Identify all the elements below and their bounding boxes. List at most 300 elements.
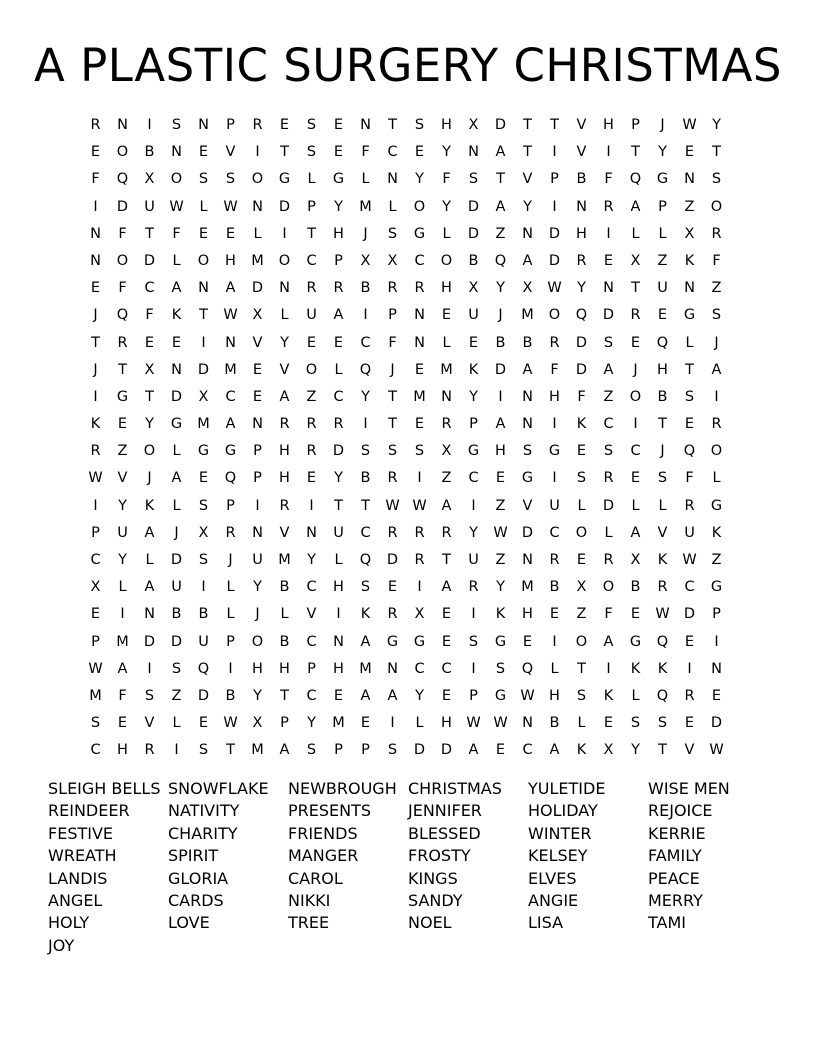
- grid-letter[interactable]: D: [143, 633, 156, 650]
- grid-letter[interactable]: Y: [118, 497, 127, 514]
- grid-letter[interactable]: M: [413, 388, 426, 405]
- grid-letter[interactable]: E: [171, 334, 182, 351]
- grid-letter[interactable]: E: [198, 715, 209, 732]
- grid-letter[interactable]: P: [253, 443, 262, 460]
- grid-letter[interactable]: R: [441, 524, 452, 541]
- grid-letter[interactable]: R: [684, 497, 695, 514]
- grid-letter[interactable]: I: [471, 660, 476, 677]
- grid-letter[interactable]: V: [576, 117, 587, 133]
- grid-letter[interactable]: T: [523, 117, 532, 133]
- grid-letter[interactable]: M: [521, 307, 534, 324]
- grid-letter[interactable]: N: [360, 117, 371, 133]
- grid-letter[interactable]: H: [333, 660, 344, 677]
- grid-letter[interactable]: T: [199, 307, 208, 324]
- grid-letter[interactable]: B: [225, 687, 236, 704]
- grid-letter[interactable]: V: [252, 334, 263, 351]
- grid-letter[interactable]: W: [169, 198, 184, 215]
- grid-letter[interactable]: T: [226, 742, 235, 759]
- grid-letter[interactable]: K: [360, 606, 371, 623]
- grid-letter[interactable]: B: [522, 334, 533, 351]
- grid-letter[interactable]: N: [117, 117, 128, 133]
- grid-letter[interactable]: T: [307, 225, 316, 242]
- grid-letter[interactable]: L: [118, 579, 127, 596]
- grid-letter[interactable]: Y: [145, 416, 154, 433]
- grid-letter[interactable]: W: [655, 606, 670, 623]
- grid-letter[interactable]: N: [198, 117, 209, 133]
- grid-letter[interactable]: Y: [442, 144, 451, 161]
- grid-letter[interactable]: E: [711, 687, 722, 704]
- grid-letter[interactable]: C: [603, 416, 614, 433]
- grid-letter[interactable]: D: [143, 252, 156, 269]
- grid-letter[interactable]: S: [387, 443, 398, 460]
- grid-letter[interactable]: G: [197, 443, 210, 460]
- grid-letter[interactable]: P: [226, 117, 235, 133]
- grid-letter[interactable]: N: [387, 171, 398, 188]
- grid-letter[interactable]: R: [711, 225, 722, 242]
- grid-letter[interactable]: J: [660, 443, 665, 460]
- grid-letter[interactable]: N: [252, 524, 263, 541]
- grid-letter[interactable]: I: [606, 660, 611, 677]
- grid-letter[interactable]: L: [712, 470, 721, 487]
- grid-letter[interactable]: H: [333, 579, 344, 596]
- grid-letter[interactable]: E: [306, 334, 317, 351]
- grid-letter[interactable]: R: [279, 497, 290, 514]
- grid-letter[interactable]: Y: [631, 742, 640, 759]
- grid-letter[interactable]: Q: [575, 307, 588, 324]
- grid-letter[interactable]: X: [144, 171, 155, 188]
- grid-letter[interactable]: M: [89, 687, 102, 704]
- grid-letter[interactable]: N: [468, 144, 479, 161]
- grid-letter[interactable]: E: [333, 117, 344, 133]
- grid-letter[interactable]: E: [414, 361, 425, 378]
- grid-letter[interactable]: D: [386, 552, 399, 568]
- grid-letter[interactable]: R: [711, 416, 722, 433]
- grid-letter[interactable]: A: [333, 307, 344, 324]
- grid-letter[interactable]: U: [549, 497, 560, 514]
- grid-letter[interactable]: Q: [629, 171, 642, 188]
- grid-letter[interactable]: U: [117, 524, 128, 541]
- grid-letter[interactable]: F: [145, 307, 154, 324]
- grid-letter[interactable]: I: [552, 198, 557, 215]
- grid-letter[interactable]: B: [360, 280, 371, 297]
- grid-letter[interactable]: E: [279, 117, 290, 133]
- grid-letter[interactable]: A: [279, 388, 290, 405]
- grid-letter[interactable]: L: [172, 252, 181, 269]
- grid-letter[interactable]: T: [280, 144, 289, 161]
- grid-letter[interactable]: Y: [496, 579, 505, 596]
- grid-letter[interactable]: C: [441, 660, 452, 677]
- grid-letter[interactable]: E: [252, 361, 263, 378]
- grid-letter[interactable]: O: [278, 252, 291, 269]
- grid-letter[interactable]: F: [442, 171, 451, 188]
- grid-letter[interactable]: S: [360, 443, 371, 460]
- grid-letter[interactable]: S: [360, 579, 371, 596]
- grid-letter[interactable]: N: [522, 225, 533, 242]
- grid-letter[interactable]: G: [629, 633, 642, 650]
- grid-letter[interactable]: C: [630, 443, 641, 460]
- grid-letter[interactable]: R: [387, 470, 398, 487]
- grid-letter[interactable]: J: [660, 117, 665, 133]
- grid-letter[interactable]: S: [198, 742, 209, 759]
- grid-letter[interactable]: Z: [711, 280, 722, 297]
- grid-letter[interactable]: L: [172, 443, 181, 460]
- grid-letter[interactable]: Y: [577, 280, 586, 297]
- grid-letter[interactable]: C: [333, 388, 344, 405]
- grid-letter[interactable]: R: [306, 443, 317, 460]
- grid-letter[interactable]: H: [225, 252, 236, 269]
- grid-letter[interactable]: Q: [116, 307, 129, 324]
- grid-letter[interactable]: X: [630, 252, 641, 269]
- grid-letter[interactable]: W: [466, 715, 481, 732]
- grid-letter[interactable]: Z: [306, 388, 317, 405]
- grid-letter[interactable]: W: [88, 470, 103, 487]
- grid-letter[interactable]: S: [171, 660, 182, 677]
- grid-letter[interactable]: N: [684, 280, 695, 297]
- grid-letter[interactable]: K: [576, 416, 587, 433]
- grid-letter[interactable]: L: [307, 171, 316, 188]
- grid-letter[interactable]: L: [388, 198, 397, 215]
- grid-letter[interactable]: K: [495, 606, 506, 623]
- grid-letter[interactable]: Z: [684, 198, 695, 215]
- grid-letter[interactable]: S: [630, 715, 641, 732]
- grid-letter[interactable]: H: [657, 361, 668, 378]
- grid-letter[interactable]: C: [468, 470, 479, 487]
- grid-letter[interactable]: Q: [359, 361, 372, 378]
- grid-letter[interactable]: Z: [576, 606, 587, 623]
- grid-letter[interactable]: S: [144, 687, 155, 704]
- grid-letter[interactable]: E: [198, 144, 209, 161]
- grid-letter[interactable]: N: [225, 334, 236, 351]
- grid-letter[interactable]: G: [413, 633, 426, 650]
- grid-letter[interactable]: A: [549, 742, 560, 759]
- grid-letter[interactable]: R: [576, 252, 587, 269]
- grid-letter[interactable]: G: [467, 443, 480, 460]
- grid-letter[interactable]: C: [306, 252, 317, 269]
- grid-letter[interactable]: P: [658, 198, 667, 215]
- grid-letter[interactable]: P: [334, 252, 343, 269]
- grid-letter[interactable]: E: [522, 633, 533, 650]
- grid-letter[interactable]: R: [306, 280, 317, 297]
- grid-letter[interactable]: A: [495, 416, 506, 433]
- grid-letter[interactable]: S: [306, 144, 317, 161]
- grid-letter[interactable]: I: [417, 579, 422, 596]
- grid-letter[interactable]: X: [684, 225, 695, 242]
- grid-letter[interactable]: R: [468, 579, 479, 596]
- grid-letter[interactable]: H: [117, 742, 128, 759]
- grid-letter[interactable]: G: [332, 171, 345, 188]
- grid-letter[interactable]: X: [252, 715, 263, 732]
- grid-letter[interactable]: O: [602, 579, 615, 596]
- grid-letter[interactable]: T: [685, 361, 694, 378]
- grid-letter[interactable]: Y: [469, 388, 478, 405]
- grid-letter[interactable]: E: [90, 144, 101, 161]
- grid-letter[interactable]: N: [522, 416, 533, 433]
- grid-letter[interactable]: E: [414, 144, 425, 161]
- grid-letter[interactable]: E: [495, 742, 506, 759]
- grid-letter[interactable]: X: [468, 280, 479, 297]
- grid-letter[interactable]: R: [90, 443, 101, 460]
- grid-letter[interactable]: T: [388, 117, 397, 133]
- grid-letter[interactable]: S: [576, 470, 587, 487]
- grid-letter[interactable]: S: [414, 443, 425, 460]
- grid-letter[interactable]: U: [333, 524, 344, 541]
- grid-letter[interactable]: C: [387, 144, 398, 161]
- grid-letter[interactable]: P: [307, 660, 316, 677]
- grid-letter[interactable]: S: [468, 633, 479, 650]
- grid-letter[interactable]: J: [93, 361, 98, 378]
- grid-letter[interactable]: Y: [307, 552, 316, 568]
- grid-letter[interactable]: E: [117, 715, 128, 732]
- grid-letter[interactable]: G: [494, 633, 507, 650]
- grid-letter[interactable]: H: [441, 280, 452, 297]
- grid-letter[interactable]: M: [359, 198, 372, 215]
- grid-letter[interactable]: T: [388, 416, 397, 433]
- grid-letter[interactable]: T: [91, 334, 100, 351]
- grid-letter[interactable]: L: [172, 715, 181, 732]
- grid-letter[interactable]: A: [360, 687, 371, 704]
- grid-letter[interactable]: N: [684, 171, 695, 188]
- grid-letter[interactable]: X: [144, 361, 155, 378]
- grid-letter[interactable]: L: [631, 687, 640, 704]
- grid-letter[interactable]: Y: [415, 687, 424, 704]
- grid-letter[interactable]: G: [521, 470, 534, 487]
- grid-letter[interactable]: V: [279, 361, 290, 378]
- grid-letter[interactable]: U: [468, 307, 479, 324]
- grid-letter[interactable]: N: [306, 524, 317, 541]
- grid-letter[interactable]: N: [252, 198, 263, 215]
- grid-letter[interactable]: F: [118, 280, 127, 297]
- grid-letter[interactable]: T: [631, 144, 640, 161]
- grid-letter[interactable]: A: [360, 633, 371, 650]
- grid-letter[interactable]: K: [711, 524, 722, 541]
- grid-letter[interactable]: E: [333, 687, 344, 704]
- grid-letter[interactable]: N: [144, 606, 155, 623]
- grid-letter[interactable]: I: [552, 144, 557, 161]
- grid-letter[interactable]: A: [225, 416, 236, 433]
- grid-letter[interactable]: E: [198, 470, 209, 487]
- grid-letter[interactable]: S: [684, 388, 695, 405]
- grid-letter[interactable]: C: [360, 524, 371, 541]
- grid-letter[interactable]: I: [93, 198, 98, 215]
- grid-letter[interactable]: K: [576, 742, 587, 759]
- grid-letter[interactable]: R: [225, 524, 236, 541]
- grid-letter[interactable]: R: [144, 742, 155, 759]
- grid-letter[interactable]: I: [282, 225, 287, 242]
- grid-letter[interactable]: N: [171, 361, 182, 378]
- grid-letter[interactable]: Q: [656, 633, 669, 650]
- grid-letter[interactable]: O: [710, 443, 723, 460]
- grid-letter[interactable]: S: [387, 225, 398, 242]
- grid-letter[interactable]: L: [145, 552, 154, 568]
- grid-letter[interactable]: L: [226, 579, 235, 596]
- grid-letter[interactable]: R: [117, 334, 128, 351]
- grid-letter[interactable]: D: [413, 742, 426, 759]
- grid-letter[interactable]: W: [412, 497, 427, 514]
- grid-letter[interactable]: O: [413, 198, 426, 215]
- grid-letter[interactable]: S: [306, 117, 317, 133]
- grid-letter[interactable]: G: [116, 388, 129, 405]
- grid-letter[interactable]: C: [144, 280, 155, 297]
- grid-letter[interactable]: O: [548, 307, 561, 324]
- grid-letter[interactable]: Y: [334, 470, 343, 487]
- grid-letter[interactable]: V: [279, 524, 290, 541]
- grid-letter[interactable]: Y: [523, 198, 532, 215]
- grid-letter[interactable]: F: [604, 171, 613, 188]
- grid-letter[interactable]: T: [145, 388, 154, 405]
- grid-letter[interactable]: Y: [469, 524, 478, 541]
- grid-letter[interactable]: T: [658, 416, 667, 433]
- grid-letter[interactable]: D: [170, 633, 183, 650]
- grid-letter[interactable]: B: [360, 470, 371, 487]
- grid-letter[interactable]: K: [144, 497, 155, 514]
- grid-letter[interactable]: A: [225, 280, 236, 297]
- grid-letter[interactable]: G: [494, 687, 507, 704]
- grid-letter[interactable]: W: [493, 715, 508, 732]
- grid-letter[interactable]: I: [201, 579, 206, 596]
- grid-letter[interactable]: I: [390, 715, 395, 732]
- grid-letter[interactable]: L: [631, 497, 640, 514]
- grid-letter[interactable]: Y: [280, 334, 289, 351]
- grid-letter[interactable]: D: [494, 361, 507, 378]
- grid-letter[interactable]: S: [657, 470, 668, 487]
- grid-letter[interactable]: V: [144, 715, 155, 732]
- grid-letter[interactable]: A: [711, 361, 722, 378]
- grid-letter[interactable]: N: [198, 280, 209, 297]
- grid-letter[interactable]: D: [494, 117, 507, 133]
- grid-letter[interactable]: H: [279, 660, 290, 677]
- grid-letter[interactable]: H: [603, 117, 614, 133]
- grid-letter[interactable]: D: [197, 687, 210, 704]
- grid-letter[interactable]: R: [657, 579, 668, 596]
- grid-letter[interactable]: W: [547, 280, 562, 297]
- grid-letter[interactable]: O: [575, 524, 588, 541]
- grid-letter[interactable]: P: [280, 715, 289, 732]
- grid-letter[interactable]: S: [171, 117, 182, 133]
- grid-letter[interactable]: W: [493, 524, 508, 541]
- grid-letter[interactable]: H: [279, 470, 290, 487]
- grid-letter[interactable]: K: [468, 361, 479, 378]
- grid-letter[interactable]: E: [144, 334, 155, 351]
- grid-letter[interactable]: H: [522, 606, 533, 623]
- grid-letter[interactable]: F: [550, 361, 559, 378]
- grid-letter[interactable]: L: [631, 225, 640, 242]
- grid-letter[interactable]: E: [90, 280, 101, 297]
- grid-letter[interactable]: R: [414, 552, 425, 568]
- grid-letter[interactable]: I: [714, 388, 719, 405]
- grid-letter[interactable]: P: [469, 416, 478, 433]
- grid-letter[interactable]: D: [467, 198, 480, 215]
- grid-letter[interactable]: H: [495, 443, 506, 460]
- letter-grid[interactable]: [82, 112, 730, 765]
- grid-letter[interactable]: I: [93, 497, 98, 514]
- grid-letter[interactable]: Z: [495, 225, 506, 242]
- grid-letter[interactable]: M: [197, 416, 210, 433]
- grid-letter[interactable]: P: [307, 198, 316, 215]
- grid-letter[interactable]: S: [387, 742, 398, 759]
- grid-letter[interactable]: E: [657, 307, 668, 324]
- grid-letter[interactable]: U: [144, 198, 155, 215]
- grid-letter[interactable]: L: [577, 715, 586, 732]
- grid-letter[interactable]: G: [278, 171, 291, 188]
- grid-letter[interactable]: D: [710, 715, 723, 732]
- grid-letter[interactable]: C: [306, 633, 317, 650]
- grid-letter[interactable]: R: [549, 552, 560, 568]
- grid-letter[interactable]: I: [147, 660, 152, 677]
- grid-letter[interactable]: S: [225, 171, 236, 188]
- grid-letter[interactable]: D: [170, 388, 183, 405]
- grid-letter[interactable]: X: [387, 252, 398, 269]
- grid-letter[interactable]: H: [441, 715, 452, 732]
- grid-letter[interactable]: R: [414, 280, 425, 297]
- grid-letter[interactable]: L: [334, 552, 343, 568]
- grid-letter[interactable]: H: [279, 443, 290, 460]
- grid-letter[interactable]: W: [520, 687, 535, 704]
- grid-letter[interactable]: C: [522, 742, 533, 759]
- grid-letter[interactable]: R: [279, 416, 290, 433]
- grid-letter[interactable]: G: [548, 443, 561, 460]
- grid-letter[interactable]: J: [228, 552, 233, 568]
- grid-letter[interactable]: A: [603, 361, 614, 378]
- grid-letter[interactable]: I: [93, 388, 98, 405]
- grid-letter[interactable]: E: [441, 687, 452, 704]
- grid-letter[interactable]: E: [333, 334, 344, 351]
- grid-letter[interactable]: U: [684, 524, 695, 541]
- grid-letter[interactable]: R: [603, 470, 614, 487]
- grid-letter[interactable]: C: [360, 334, 371, 351]
- grid-letter[interactable]: G: [656, 171, 669, 188]
- grid-letter[interactable]: D: [467, 225, 480, 242]
- grid-letter[interactable]: S: [603, 334, 614, 351]
- grid-letter[interactable]: I: [255, 497, 260, 514]
- grid-letter[interactable]: M: [251, 252, 264, 269]
- grid-letter[interactable]: K: [657, 552, 668, 568]
- grid-letter[interactable]: X: [252, 307, 263, 324]
- grid-letter[interactable]: C: [306, 579, 317, 596]
- grid-letter[interactable]: E: [333, 144, 344, 161]
- grid-letter[interactable]: I: [606, 144, 611, 161]
- grid-letter[interactable]: A: [171, 470, 182, 487]
- grid-letter[interactable]: S: [198, 497, 209, 514]
- grid-letter[interactable]: J: [363, 225, 368, 242]
- grid-letter[interactable]: A: [495, 198, 506, 215]
- grid-letter[interactable]: L: [199, 198, 208, 215]
- grid-letter[interactable]: Y: [496, 280, 505, 297]
- grid-letter[interactable]: D: [440, 742, 453, 759]
- grid-letter[interactable]: U: [198, 633, 209, 650]
- grid-letter[interactable]: L: [253, 225, 262, 242]
- grid-letter[interactable]: C: [414, 660, 425, 677]
- grid-letter[interactable]: R: [252, 117, 263, 133]
- grid-letter[interactable]: W: [223, 198, 238, 215]
- grid-letter[interactable]: P: [253, 470, 262, 487]
- grid-letter[interactable]: I: [363, 307, 368, 324]
- grid-letter[interactable]: C: [414, 252, 425, 269]
- grid-letter[interactable]: W: [88, 660, 103, 677]
- grid-letter[interactable]: R: [387, 524, 398, 541]
- grid-letter[interactable]: A: [441, 579, 452, 596]
- grid-letter[interactable]: F: [388, 334, 397, 351]
- grid-letter[interactable]: A: [117, 660, 128, 677]
- grid-letter[interactable]: D: [602, 307, 615, 324]
- grid-letter[interactable]: S: [657, 715, 668, 732]
- grid-letter[interactable]: Y: [442, 198, 451, 215]
- grid-letter[interactable]: Q: [494, 252, 507, 269]
- grid-letter[interactable]: O: [440, 252, 453, 269]
- grid-letter[interactable]: R: [441, 416, 452, 433]
- grid-letter[interactable]: Z: [711, 552, 722, 568]
- grid-letter[interactable]: N: [441, 388, 452, 405]
- grid-letter[interactable]: E: [576, 552, 587, 568]
